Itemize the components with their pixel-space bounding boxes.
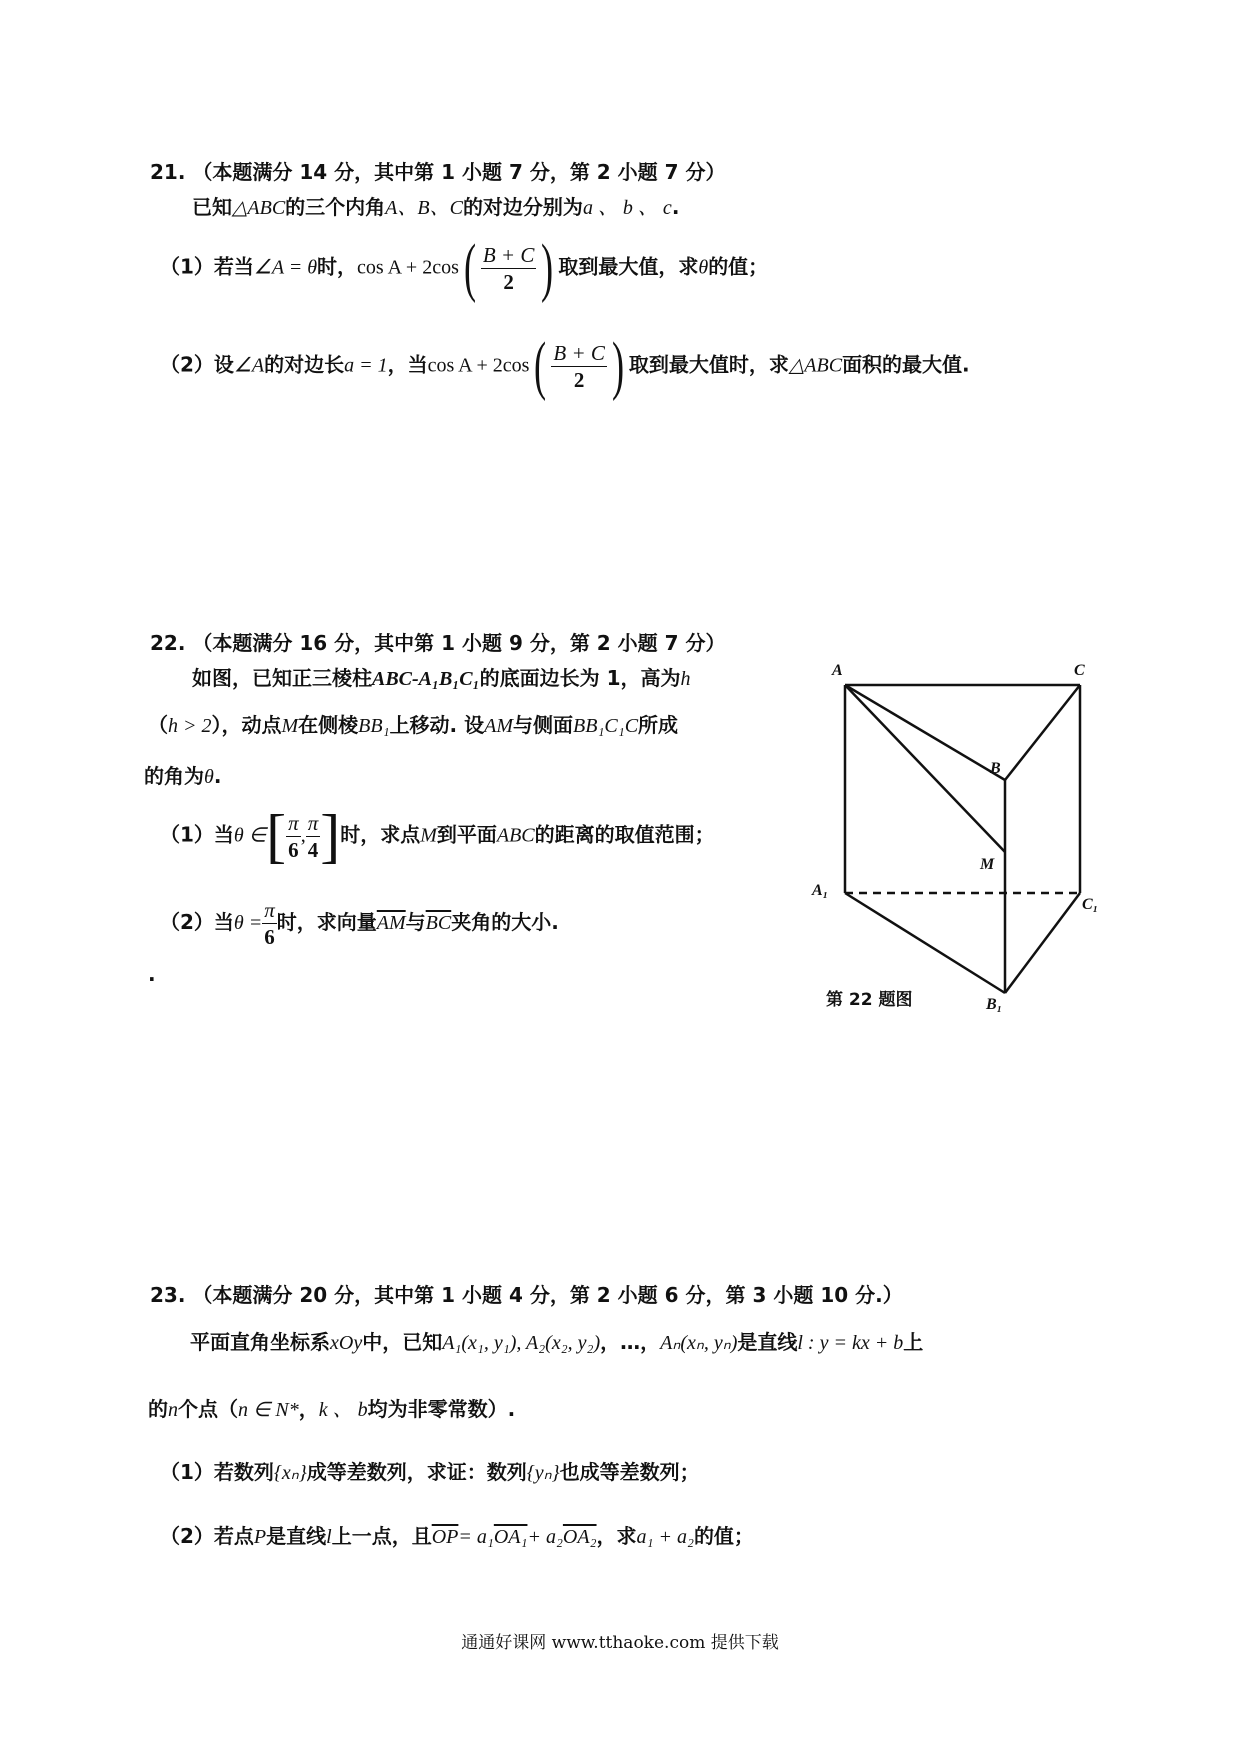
fraction [306,810,321,863]
text: （2）若点 [160,1524,254,1548]
q22-line2 [148,711,678,740]
fraction-denominator: 6 [264,925,275,949]
text: 时， [317,254,358,279]
right-paren: ) [611,329,624,402]
math-theta: θ [204,766,214,788]
fraction [551,340,607,393]
text: 也成等差数列； [559,1460,700,1484]
math-triangle: △ABC [788,354,843,377]
text: 的 [148,1397,168,1421]
math-xoy: xOy [330,1332,363,1354]
text: 的对边长 [264,352,345,377]
math-expression: cos A + 2cos [427,354,530,377]
text: 中，已知 [362,1330,443,1354]
text: 与 [405,910,426,934]
label-A: A [832,662,843,679]
text: 面积的最大值. [842,352,970,377]
text: 到平面 [436,822,497,847]
text: （2）当 [160,910,234,934]
edge-BC [1005,685,1080,780]
page-footer: 通通好课网 www.tthaoke.com 提供下载 [461,1633,779,1653]
q23-part2 [160,1522,754,1551]
text: 均为非零常数）. [367,1397,516,1421]
text: . [213,764,222,788]
math-An: Aₙ(xₙ, yₙ) [660,1332,738,1354]
left-bracket: [ [266,803,287,869]
comma: , [300,824,306,847]
math-triangle: △ABC [232,197,286,219]
q23-header: 23. （本题满分 20 分，其中第 1 小题 4 分，第 2 小题 6 分，第 3 小题 10 分.） [150,1283,903,1307]
text: 已知 [192,195,232,219]
text: 在侧棱 [298,713,359,737]
left-paren: ( [534,329,547,402]
label-C: C [1074,662,1085,679]
fraction-denominator: 2 [503,269,514,294]
q23-part1 [160,1458,700,1487]
right-paren: ) [541,231,554,304]
prism-figure [810,660,1110,1020]
text: 的底面边长为 1，高为 [479,666,681,690]
math-n: n [168,1399,178,1421]
math-yn: {yₙ} [526,1462,560,1484]
math-M: M [281,715,299,737]
text: 是直线 [737,1330,798,1354]
fraction-denominator: 6 [288,837,299,862]
text: 个点（ [178,1397,238,1421]
math-kb: k 、 b [318,1399,368,1421]
vector-OA1: OA₁ [493,1526,528,1548]
fraction-numerator: π [288,810,299,835]
math-condition: h > 2 [168,715,212,737]
math-sides: a 、 b 、 c [582,197,672,219]
text: （1）若数列 [160,1460,274,1484]
q22-part1 [160,803,715,869]
label-A1: A₁ [812,882,829,899]
text: 是直线 [266,1524,327,1548]
vector-BC: $\overline{BC}$ [425,912,452,934]
text: 时，求向量 [276,910,377,934]
text: 的对边分别为 [462,195,583,219]
vector-AM: $\overline{AM}$ [376,912,406,934]
math-condition: ∠A = θ [253,256,318,279]
label-M: M [980,856,995,873]
fraction-numerator: B + C [482,242,535,267]
text: 所成 [638,713,679,737]
q22-header: 22. （本题满分 16 分，其中第 1 小题 9 分，第 2 小题 7 分） [150,631,726,655]
text: 成等差数列，求证：数列 [306,1460,527,1484]
vector-OA2: OA₂ [562,1526,597,1548]
math-AM: AM [484,715,514,737]
math-h: h [680,668,691,690]
text: 的值； [693,1524,754,1548]
q23-line2 [148,1395,515,1424]
text: 与侧面 [513,713,574,737]
math-edge: BB₁ [358,715,390,737]
vector-OP: $\overline{OP}$ [431,1526,459,1548]
q21-header: 21. （本题满分 14 分，其中第 1 小题 7 分，第 2 小题 7 分） [150,160,726,184]
q22-part2 [160,897,559,950]
text: ，当 [387,352,428,377]
edge-A1B1 [845,893,1005,993]
fraction-numerator: B + C [553,340,605,365]
segment-AM [845,685,1005,852]
text: （1）若当 [160,254,254,279]
text: . [671,195,680,219]
text: （1）当 [160,822,234,847]
math-expression: cos A + 2cos [357,256,459,279]
text: 平面直角坐标系 [190,1330,330,1354]
math-P: P [253,1526,267,1548]
fraction-denominator: 4 [307,837,319,862]
text: 取到最大值时，求 [628,352,789,377]
math-prism: ABC-A₁B₁C₁ [372,668,480,690]
fraction [481,242,537,295]
text: 时，求点 [340,822,421,847]
edge-B1C1 [1005,893,1080,993]
math-l: l [326,1526,332,1548]
q22-line1 [192,664,691,693]
right-bracket: ] [320,803,341,869]
text: ，求 [596,1524,637,1548]
math-M: M [420,824,437,847]
text: 取到最大值，求 [558,254,699,279]
math-sum: a₁ + a₂ [636,1526,694,1548]
stray-dot: . [148,962,156,986]
text: ， [298,1397,319,1421]
label-C1: C₁ [1082,896,1099,913]
text: ，…， [600,1330,661,1354]
fraction [286,810,301,863]
edge-AB [845,685,1005,780]
label-B1: B₁ [986,996,1003,1013]
text: 的距离的取值范围； [534,822,715,847]
text: 的角为 [144,764,204,788]
math-theta: θ ∈ [233,824,267,847]
text: 如图，已知正三棱柱 [192,666,372,690]
text: 上移动. 设 [389,713,485,737]
q22-line3 [144,762,221,791]
figure-caption: 第 22 题图 [826,990,913,1010]
text: ），动点 [211,713,282,737]
math-angles: A、B、C [385,197,463,219]
math-eq: = a₁ [458,1526,494,1548]
math-theta: θ [698,256,709,279]
math-plus: + a₂ [527,1526,563,1548]
math-xn: {xₙ} [273,1462,307,1484]
left-paren: ( [463,231,476,304]
q21-part2 [160,329,970,402]
math-line: l : y = kx + b [797,1332,904,1354]
text: （ [148,713,168,737]
math-angle: ∠A [233,354,265,377]
math-condition: a = 1 [344,354,388,377]
text: 的三个内角 [285,195,386,219]
text: 的值； [708,254,769,279]
math-face: BB₁C₁C [573,715,639,737]
fraction-numerator: π [307,810,319,835]
q21-intro [192,193,679,222]
math-points: A₁(x₁, y₁), A₂(x₂, y₂) [442,1332,601,1354]
q21-part1 [160,231,769,304]
math-theta: θ = [233,912,263,934]
math-plane: ABC [496,824,535,847]
label-B: B [990,760,1001,777]
q23-line1 [190,1328,923,1357]
fraction-denominator: 2 [573,367,585,392]
text: 上一点，且 [331,1524,432,1548]
fraction [262,897,277,950]
math-condition: n ∈ N* [238,1399,299,1421]
fraction-numerator: π [264,898,275,922]
text: （2）设 [160,352,234,377]
text: 上 [903,1330,924,1354]
text: 夹角的大小. [451,910,559,934]
prism-diagram [810,660,1110,1020]
